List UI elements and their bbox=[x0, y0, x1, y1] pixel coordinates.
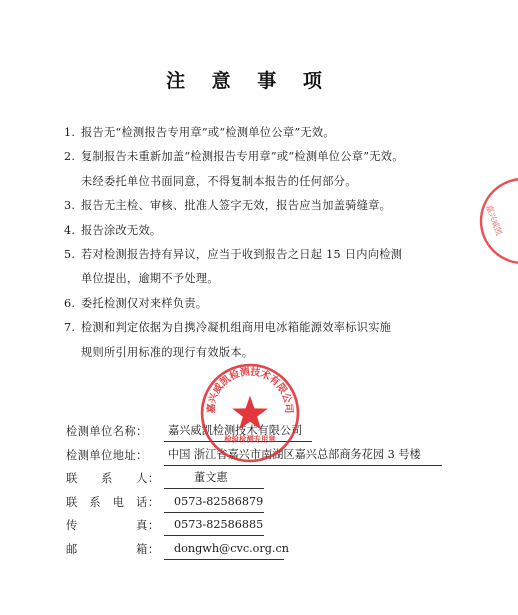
note-item bbox=[64, 243, 454, 267]
note-text: 报告涂改无效。 bbox=[81, 223, 162, 237]
note-number: 7. bbox=[64, 321, 76, 335]
unit-name-value: 嘉兴威凯检测技术有限公司 bbox=[164, 420, 312, 442]
note-item bbox=[64, 121, 454, 145]
note-text: 报告无主检、审核、批准人签字无效，报告应当加盖骑缝章。 bbox=[81, 199, 392, 213]
email-value: dongwh@cvc.org.cn bbox=[164, 538, 284, 560]
page-title: 注 意 事 项 bbox=[166, 70, 332, 92]
note-item bbox=[64, 219, 454, 243]
svg-text:嘉兴威凯检测技术有限公司: 嘉兴威凯检测技术有限公司 bbox=[206, 366, 294, 414]
unit-name-label: 检测单位名称： bbox=[66, 425, 148, 438]
note-text: 复制报告未重新加盖“检测报告专用章”或“检测单位公章”无效。 bbox=[81, 150, 404, 164]
svg-text:嘉兴威凯: 嘉兴威凯 bbox=[484, 203, 504, 237]
phone-value: 0573-82586879 bbox=[164, 491, 264, 513]
note-number: 1. bbox=[64, 126, 76, 139]
official-seal bbox=[199, 362, 301, 464]
note-number: 3. bbox=[64, 199, 76, 213]
note-item bbox=[64, 316, 454, 340]
contact-label: 联 系 人： bbox=[66, 472, 160, 485]
note-continuation: 未经委托单位书面同意，不得复制本报告的任何部分。 bbox=[81, 174, 357, 188]
note-number: 2. bbox=[64, 150, 76, 164]
address-value: 中国 浙江省嘉兴市南湖区嘉兴总部商务花园 3 号楼 bbox=[164, 444, 442, 466]
fax-value: 0573-82586885 bbox=[164, 514, 264, 536]
phone-row bbox=[66, 491, 446, 515]
side-stamp bbox=[478, 176, 518, 266]
note-text: 若对检测报告持有异议，应当于收到报告之日起 15 日内向检测 bbox=[81, 248, 403, 262]
phone-label: 联 系 电 话： bbox=[66, 495, 160, 509]
note-continuation: 规则所引用标准的现行有效版本。 bbox=[81, 345, 254, 359]
note-text: 委托检测仅对来样负责。 bbox=[81, 296, 208, 310]
svg-text:检验检测专用章: 检验检测专用章 bbox=[224, 434, 276, 444]
note-item bbox=[64, 145, 454, 169]
note-number: 5. bbox=[64, 248, 76, 262]
contact-row bbox=[66, 467, 446, 491]
note-text: 报告无“检测报告专用章”或“检测单位公章”无效。 bbox=[81, 126, 335, 139]
note-item bbox=[64, 194, 454, 218]
email-row bbox=[66, 538, 446, 562]
note-item bbox=[64, 292, 454, 316]
notes-list bbox=[64, 121, 454, 365]
note-continuation: 单位提出，逾期不予处理。 bbox=[81, 272, 219, 286]
contact-value: 董文惠 bbox=[164, 467, 264, 489]
note-number: 4. bbox=[64, 223, 76, 237]
fax-row bbox=[66, 514, 446, 538]
address-label: 检测单位地址： bbox=[66, 448, 148, 462]
email-label: 邮 箱： bbox=[66, 542, 160, 556]
note-number: 6. bbox=[64, 296, 76, 310]
note-text: 检测和判定依据为自携冷凝机组商用电冰箱能源效率标识实施 bbox=[81, 321, 392, 335]
fax-label: 传 真： bbox=[66, 519, 160, 532]
